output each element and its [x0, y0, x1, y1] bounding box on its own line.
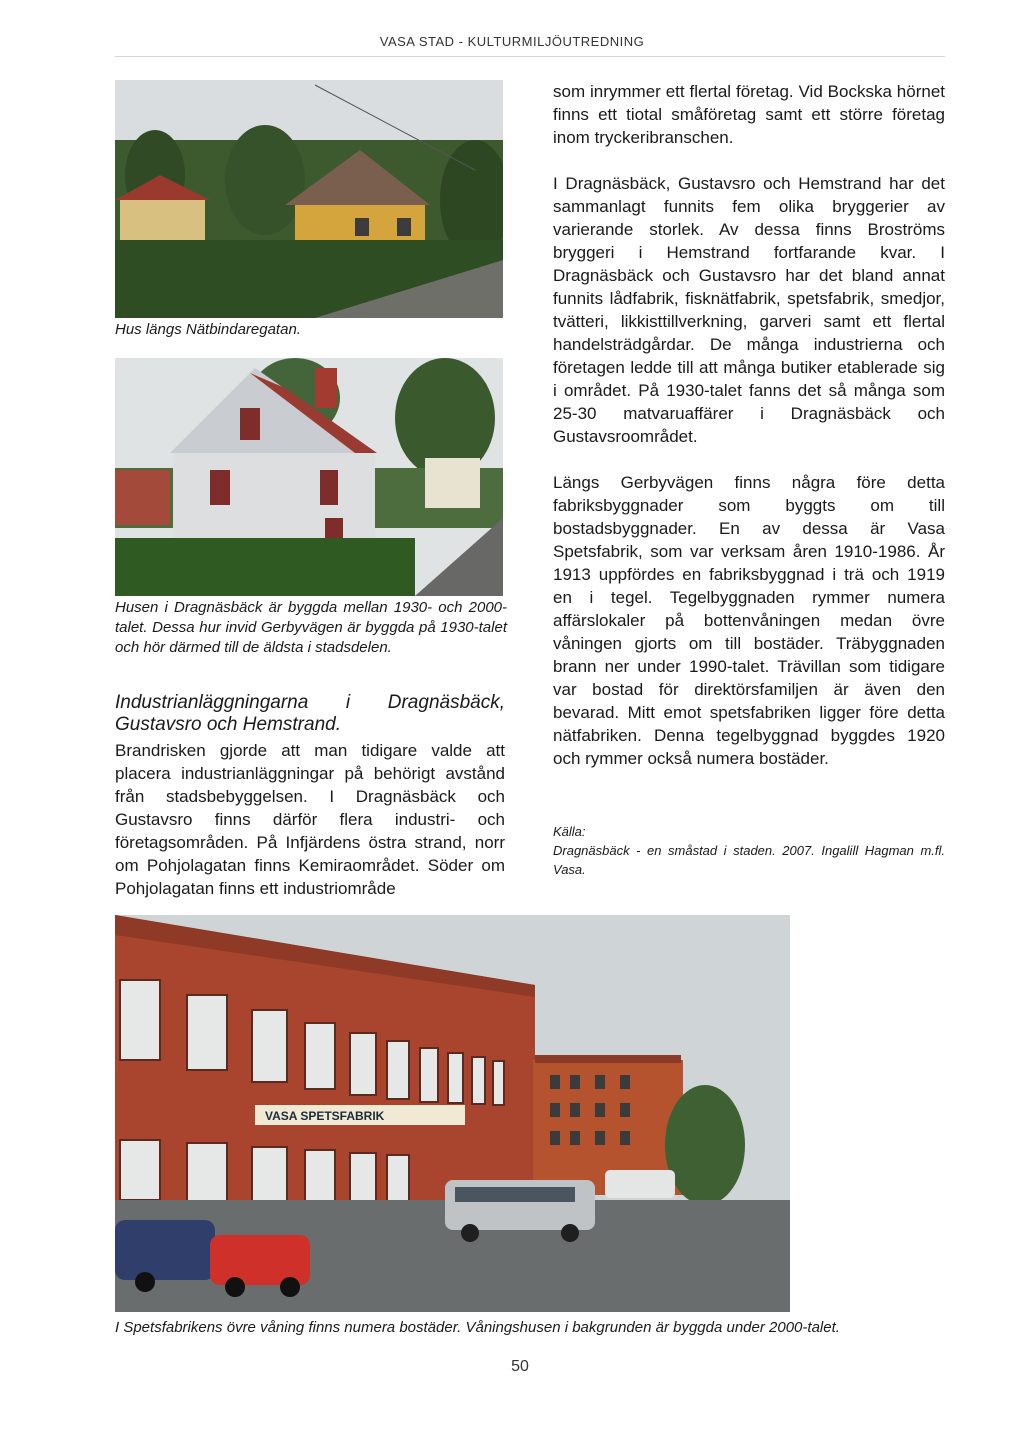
photo-dragnasback-houses — [115, 358, 503, 596]
source-text: Dragnäsbäck - en småstad i staden. 2007. Ingalill Hagman m.fl. Vasa. — [553, 843, 945, 877]
left-paragraph: Brandrisken gjorde att man tidigare valde att placera industrianläggningar på behörigt avstånd från stadsbebyggelsen. I Dragnäsbäck och Gustavsro finns därför flera industri- och företagsområden. På Infjärdens östra strand, norr om Pohjolagatan finns Kemiraområdet. Söder om Pohjolagatan finns ett industriområde — [115, 741, 505, 898]
header-rule — [115, 56, 945, 57]
right-paragraph-3: Längs Gerbyvägen finns några före detta fabriksbyggnader som byggts om till bostadsbyggnader. En av dessa är Vasa Spetsfabrik, som var verksam åren 1910-1986. År 1913 uppfördes en fabriksbyggnad i trä och 1919 en i tegel. Tegelbyggnaden rymmer numera affärslokaler på bottenvåningen medan övre våningen gjorts om till bostäder. Träbyggnaden brann ner under 1990-talet. Trävillan som tidigare var bostad för direktörsfamiljen är även den bevarad. Mitt emot spetsfabriken ligger före detta nätfabriken. Denna tegelbyggnad byggdes 1920 och rymmer också numera bostäder. — [553, 473, 945, 768]
photo-natbindaregatan — [115, 80, 503, 318]
section-heading: Industrianläggningarna i Dragnäsbäck, Gustavsro och Hemstrand. — [115, 692, 505, 735]
source-note — [553, 822, 945, 879]
photo3-caption: I Spetsfabrikens övre våning finns numera bostäder. Våningshusen i bakgrunden är byggda under 2000-talet. — [115, 1319, 840, 1336]
photo1-caption: Hus längs Nätbindaregatan. — [115, 321, 301, 338]
right-paragraph-1: som inrymmer ett flertal företag. Vid Bockska hörnet finns ett tiotal småföretag samt ett större företag inom tryckeribranschen. — [553, 82, 945, 147]
photo-spetsfabriken — [115, 915, 790, 1312]
right-column — [553, 80, 945, 793]
right-paragraph-2: I Dragnäsbäck, Gustavsro och Hemstrand har det sammanlagt funnits fem olika bryggerier av varierande storlek. Av dessa finns Broströms bryggeri i Hemstrand fortfarande kvar. I Dragnäsbäck och Gustavsro har det bland annat funnits lådfabrik, fisknätfabrik, spetsfabrik, smedjor, tvätteri, likkisttillverkning, garveri samt ett flertal handelsträdgårdar. De många industrierna och företagen ledde till att många butiker etablerade sig i området. På 1930-talet fanns det så många som 25-30 matvaruaffärer i Dragnäsbäck och Gustavsroområdet. — [553, 174, 945, 446]
source-label: Källa: — [553, 824, 586, 839]
factory-sign-text: VASA SPETSFABRIK — [265, 1109, 385, 1123]
photo2-caption: Husen i Dragnäsbäck är byggda mellan 1930- och 2000-talet. Dessa hur invid Gerbyvägen är byggda på 1930-talet och hör därmed till de äldsta i stadsdelen. — [115, 599, 507, 656]
page-number: 50 — [511, 1358, 529, 1375]
running-header: VASA STAD - KULTURMILJÖUTREDNING — [379, 34, 645, 49]
